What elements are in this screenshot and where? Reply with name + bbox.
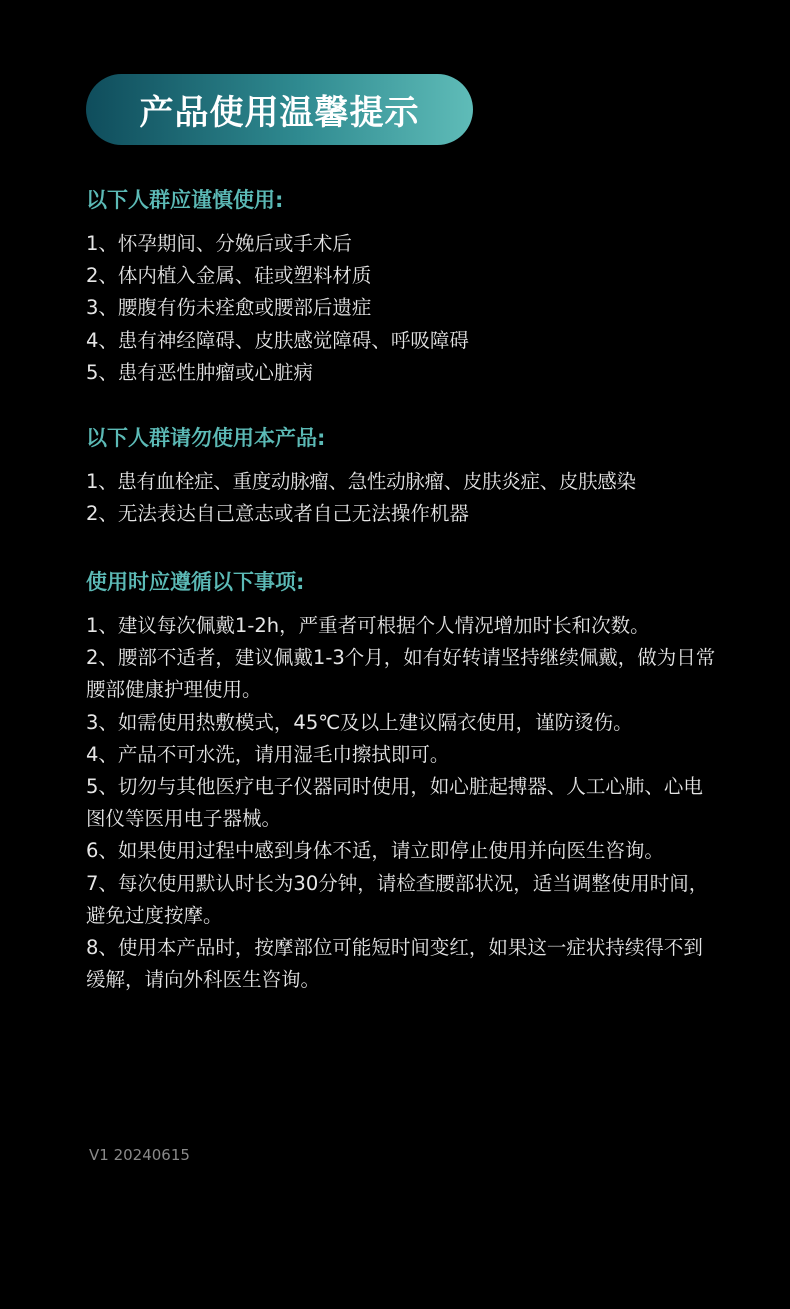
list-item: 2、腰部不适者，建议佩戴1-3个月，如有好转请坚持继续佩戴，做为日常腰部健康护理使用。	[86, 646, 716, 702]
list-item: 7、每次使用默认时长为30分钟，请检查腰部状况，适当调整使用时间，避免过度按摩。	[86, 871, 709, 927]
version-label: V1 20240615	[89, 1146, 190, 1164]
list-item: 1、建议每次佩戴1-2h，严重者可根据个人情况增加时长和次数。	[86, 614, 650, 637]
section-heading-caution: 以下人群应谨慎使用:	[86, 188, 284, 212]
section-caution	[86, 186, 716, 389]
list-item: 5、患有恶性肿瘤或心脏病	[86, 360, 313, 384]
title-banner	[86, 74, 473, 145]
list-item: 2、体内植入金属、硅或塑料材质	[86, 264, 372, 288]
list-item: 5、切勿与其他医疗电子仪器同时使用，如心脏起搏器、人工心肺、心电图仪等医用电子器械。	[86, 775, 703, 831]
list-item: 3、腰腹有伤未痊愈或腰部后遗症	[86, 296, 372, 320]
list-item: 8、使用本产品时，按摩部位可能短时间变红，如果这一症状持续得不到缓解，请向外科医生咨询。	[86, 936, 703, 992]
section-prohibited	[86, 424, 716, 530]
section-heading-prohibited: 以下人群请勿使用本产品:	[86, 426, 326, 450]
list-item: 1、患有血栓症、重度动脉瘤、急性动脉瘤、皮肤炎症、皮肤感染	[86, 470, 636, 493]
list-item: 2、无法表达自己意志或者自己无法操作机器	[86, 502, 469, 526]
list-item: 3、如需使用热敷模式，45℃及以上建议隔衣使用，谨防烫伤。	[86, 710, 633, 734]
list-item: 4、患有神经障碍、皮肤感觉障碍、呼吸障碍	[86, 328, 469, 352]
section-heading-usage-notes: 使用时应遵循以下事项:	[86, 570, 305, 594]
page-title: 产品使用温馨提示	[139, 93, 420, 133]
list-item: 6、如果使用过程中感到身体不适，请立即停止使用并向医生咨询。	[86, 839, 664, 863]
section-usage-notes	[86, 568, 716, 996]
list-item: 1、怀孕期间、分娩后或手术后	[86, 232, 352, 255]
list-item: 4、产品不可水洗，请用湿毛巾擦拭即可。	[86, 742, 450, 766]
